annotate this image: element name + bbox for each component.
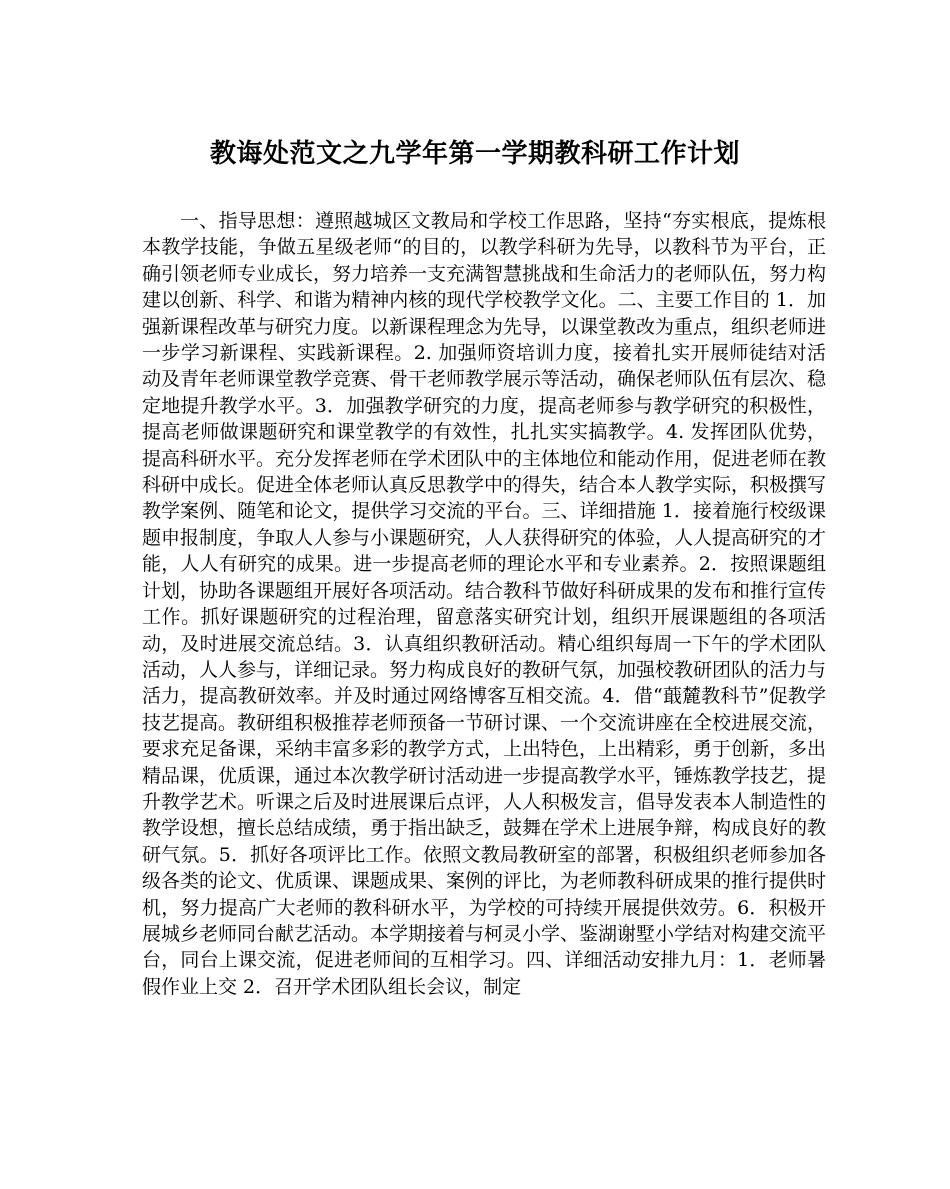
document-title: 教诲处范文之九学年第一学期教科研工作计划: [209, 139, 740, 169]
document-body-paragraph: 一、指导思想：遵照越城区文教局和学校工作思路，坚持“夯实根底，提炼根本教学技能，争做五星级老师“的目的，以教学科研为先导，以教科节为平台，正确引领老师专业成长，努力培养一支充满智慧挑战和生命活力的老师队伍，努力构建以创新、科学、和谐为精神内核的现代学校教学文化。二、主要工作目的 1．加强新课程改革与研究力度。以新课程理念为先导，以课堂教改为重点，组织老师进一步学习新课程、实践新课程。2. 加强师资培训力度，接着扎实开展师徒结对活动及青年老师课堂教学竞赛、骨干老师教学展示等活动，确保老师队伍有层次、稳定地提升教学水平。3．加强教学研究的力度，提高老师参与教学研究的积极性，提高老师做课题研究和课堂教学的有效性，扎扎实实搞教学。4. 发挥团队优势，提高科研水平。充分发挥老师在学术团队中的主体地位和能动作用，促进老师在教科研中成长。促进全体老师认真反思教学中的得失，结合本人教学实际，积极撰写教学案例、随笔和论文，提供学习交流的平台。三、详细措施 1．接着施行校级课题申报制度，争取人人参与小课题研究，人人获得研究的体验，人人提高研究的才能，人人有研究的成果。进一步提高老师的理论水平和专业素养。2．按照课题组计划，协助各课题组开展好各项活动。结合教科节做好科研成果的发布和推行宣传工作。抓好课题研究的过程治理，留意落实研究计划，组织开展课题组的各项活动，及时进展交流总结。3．认真组织教研活动。精心组织每周一下午的学术团队活动，人人参与，详细记录。努力构成良好的教研气氛，加强校教研团队的活力与活力，提高教研效率。并及时通过网络博客互相交流。4．借“蕺麓教科节”促教学技艺提高。教研组积极推荐老师预备一节研讨课、一个交流讲座在全校进展交流，要求充足备课，采纳丰富多彩的教学方式，上出特色，上出精彩，勇于创新，多出精品课，优质课，通过本次教学研讨活动进一步提高教学水平，锤炼教学技艺，提升教学艺术。听课之后及时进展课后点评，人人积极发言，倡导发表本人制造性的教学设想，擅长总结成绩，勇于指出缺乏，鼓舞在学术上进展争辩，构成良好的教研气氛。5．抓好各项评比工作。依照文教局教研室的部署，积极组织老师参加各级各类的论文、优质课、课题成果、案例的评比，为老师教科研成果的推行提供时机，努力提高广大老师的教科研水平，为学校的可持续开展提供效劳。6．积极开展城乡老师同台献艺活动。本学期接着与柯灵小学、鉴湖谢墅小学结对构建交流平台，同台上课交流，促进老师间的互相学习。四、详细活动安排九月：1．老师暑假作业上交 2．召开学术团队组长会议，制定: [142, 210, 826, 998]
